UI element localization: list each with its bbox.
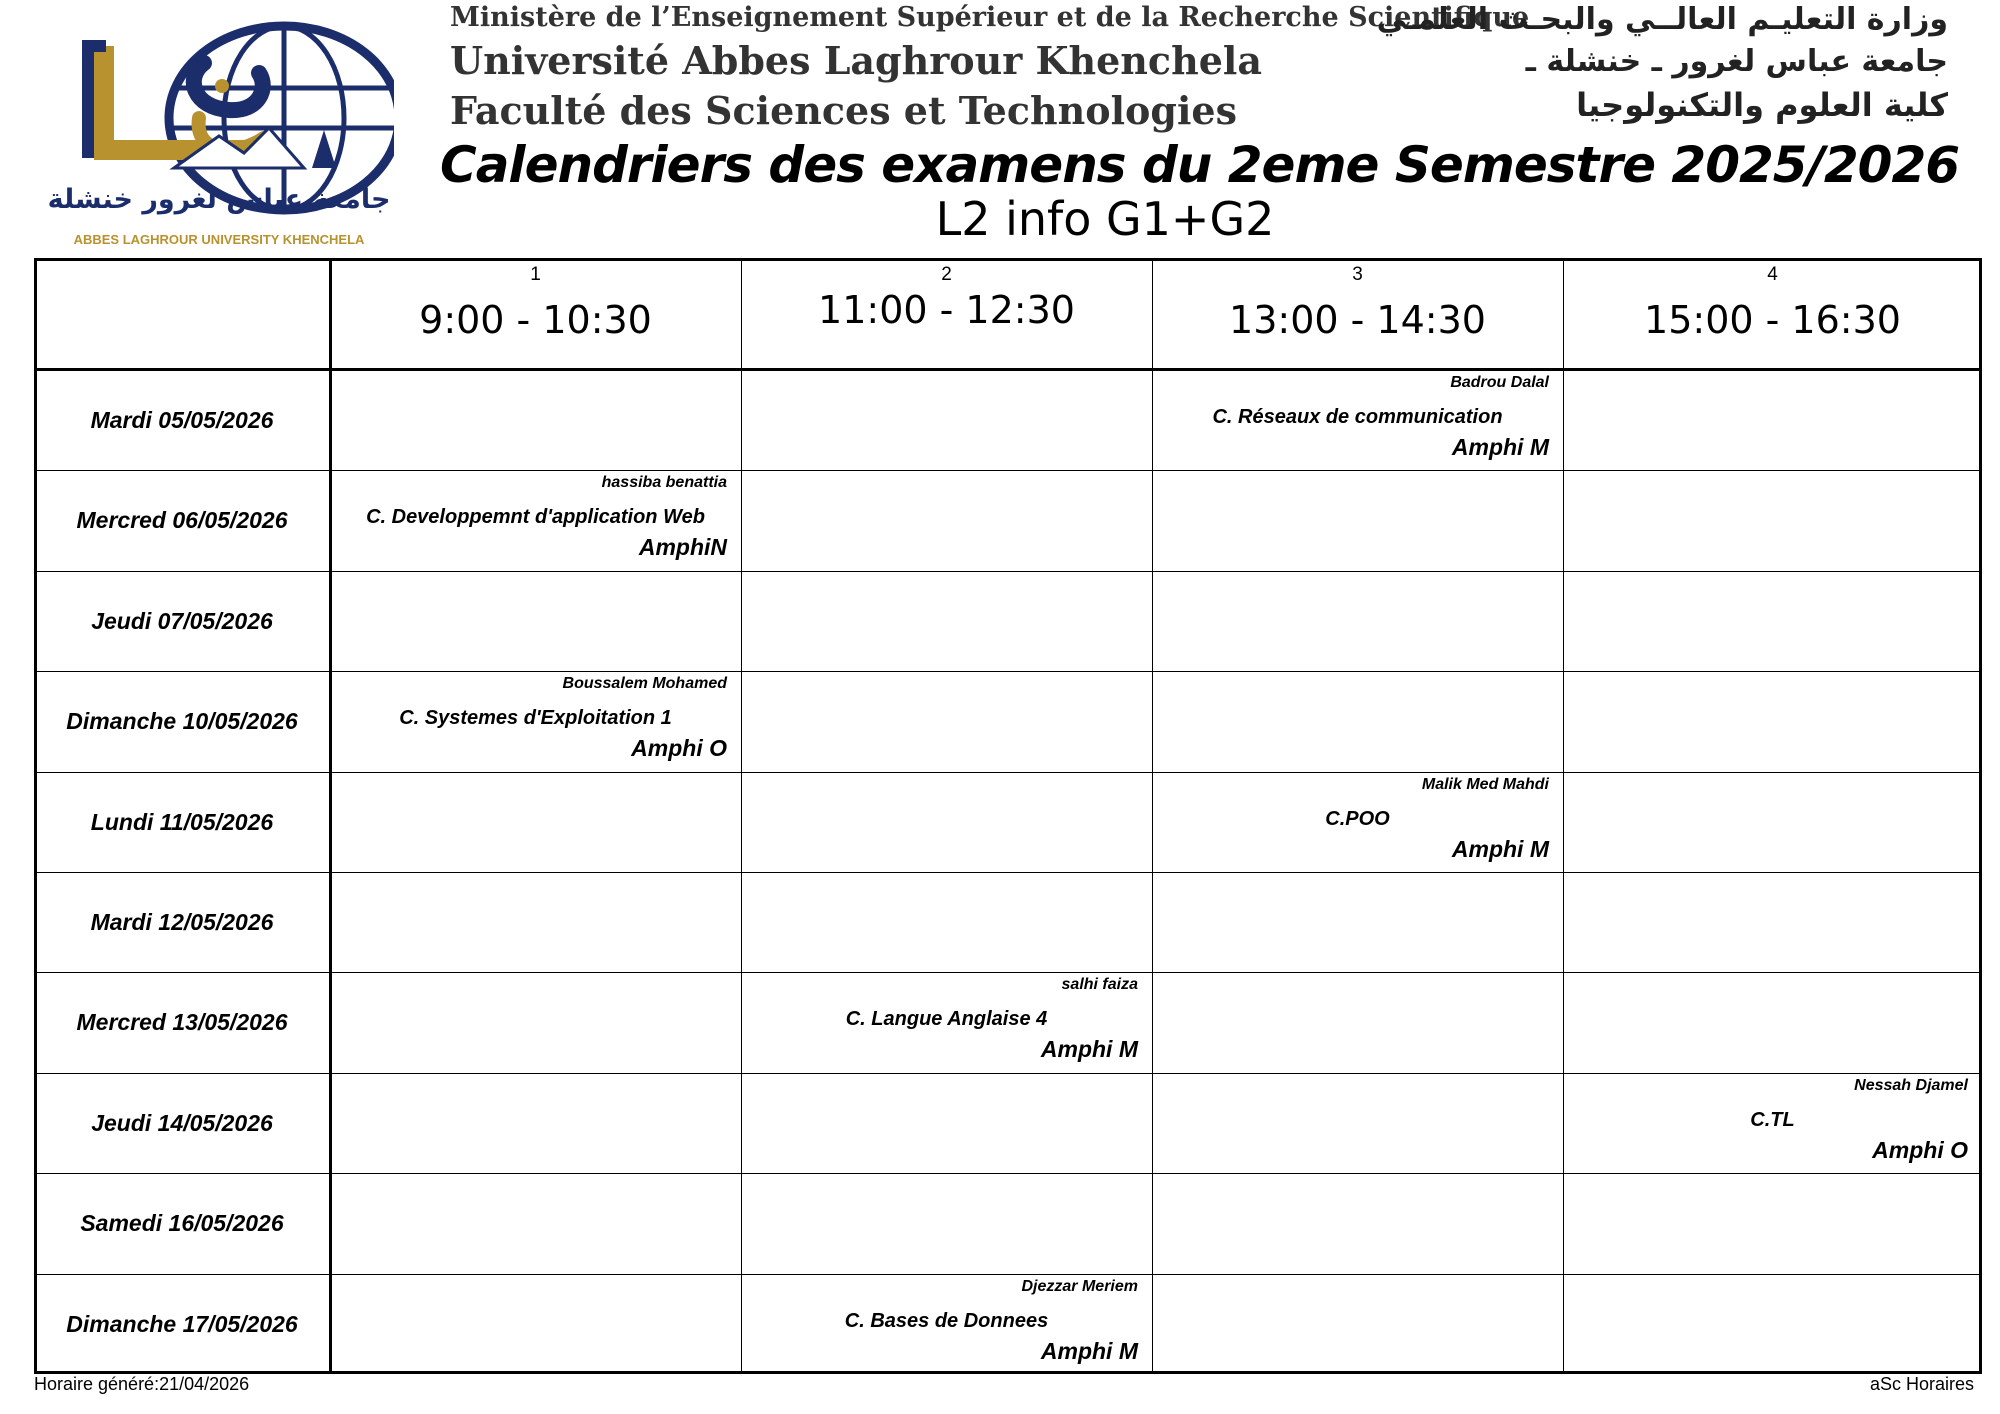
- page-title: Calendriers des examens du 2eme Semestre 2025/2026: [440, 136, 1960, 194]
- ministry-name-ar: وزارة التعليـم العالــي والبحـث العلمـي: [1376, 2, 1948, 37]
- slot-number: 3: [1352, 264, 1363, 285]
- slot-number: 4: [1767, 264, 1778, 285]
- day-label: Mercred 13/05/2026: [76, 1008, 288, 1035]
- logo-text-arabic: جامعة عباس لغرور خنشلة: [47, 184, 391, 215]
- slot-header: [1152, 258, 1563, 370]
- slot-column-separator: [741, 258, 742, 1374]
- exam-room: Amphi M: [1451, 836, 1549, 862]
- slot-header: [741, 258, 1152, 370]
- exam-subject: C. Réseaux de communication: [1212, 406, 1503, 428]
- exam-subject: C. Developpemnt d'application Web: [366, 506, 705, 528]
- exam-teacher: Nessah Djamel: [1854, 1077, 1968, 1094]
- slot-header: [330, 258, 741, 370]
- exam-subject: C. Bases de Donnees: [844, 1310, 1049, 1332]
- exam-room: Amphi M: [1451, 434, 1549, 460]
- exam-subject: C.TL: [1750, 1109, 1795, 1131]
- slot-time: 13:00 - 14:30: [1229, 298, 1486, 342]
- day-label: Mardi 05/05/2026: [90, 406, 274, 433]
- generated-date: Horaire généré:21/04/2026: [34, 1374, 250, 1394]
- day-label: Jeudi 14/05/2026: [91, 1109, 273, 1136]
- exam-subject: C.POO: [1325, 808, 1390, 830]
- slot-number: 1: [530, 264, 541, 285]
- slot-time: 15:00 - 16:30: [1644, 298, 1901, 342]
- exam-teacher: Badrou Dalal: [1450, 374, 1549, 391]
- exam-teacher: Djezzar Meriem: [1021, 1278, 1138, 1295]
- exam-teacher: Boussalem Mohamed: [562, 675, 727, 692]
- slot-number: 2: [941, 264, 952, 285]
- faculty-name-fr: Faculté des Sciences et Technologies: [450, 88, 1237, 133]
- day-label: Dimanche 10/05/2026: [66, 707, 298, 734]
- exam-entry: [741, 1274, 1152, 1374]
- logo-emblem-icon: [44, 18, 394, 250]
- grid-border-right: [1979, 258, 1982, 1374]
- exam-entry: [1563, 1073, 1982, 1173]
- exam-room: Amphi M: [1040, 1338, 1138, 1364]
- day-label: Lundi 11/05/2026: [90, 808, 274, 835]
- day-label: Samedi 16/05/2026: [80, 1209, 284, 1236]
- day-label: Mardi 12/05/2026: [90, 908, 274, 935]
- exam-entry: [330, 470, 741, 570]
- page-subtitle: L2 info G1+G2: [935, 192, 1275, 246]
- software-credit: aSc Horaires: [1869, 1374, 1974, 1394]
- day-label: Mercred 06/05/2026: [76, 506, 288, 533]
- exam-room: Amphi M: [1040, 1036, 1138, 1062]
- exam-teacher: salhi faiza: [1061, 976, 1138, 993]
- slot-column-separator: [1563, 258, 1564, 1374]
- exam-timetable: [34, 258, 1982, 1374]
- exam-entry: [330, 671, 741, 771]
- exam-teacher: hassiba benattia: [601, 474, 727, 491]
- exam-room: Amphi O: [1872, 1137, 1968, 1163]
- exam-entry: [741, 972, 1152, 1072]
- university-name-fr: Université Abbes Laghrour Khenchela: [450, 38, 1262, 83]
- university-name-ar: جامعة عباس لغرور ـ خنشلة ـ: [1525, 44, 1948, 79]
- exam-entry: [1152, 370, 1563, 470]
- day-label: Dimanche 17/05/2026: [66, 1310, 298, 1337]
- slot-header: [1563, 258, 1982, 370]
- exam-room: AmphiN: [638, 534, 727, 560]
- university-logo: [44, 18, 394, 250]
- ministry-name-fr: Ministère de l’Enseignement Supérieur et de la Recherche Scientifique: [450, 2, 1530, 33]
- exam-entry: [1152, 772, 1563, 872]
- day-label: Jeudi 07/05/2026: [91, 607, 273, 634]
- logo-text-english: ABBES LAGHROUR UNIVERSITY KHENCHELA: [73, 232, 365, 247]
- slot-time: 9:00 - 10:30: [419, 298, 652, 342]
- faculty-name-ar: كلية العلوم والتكنولوجيا: [1576, 86, 1948, 124]
- exam-room: Amphi O: [631, 735, 727, 761]
- exam-teacher: Malik Med Mahdi: [1421, 776, 1549, 793]
- exam-subject: C. Langue Anglaise 4: [845, 1008, 1048, 1030]
- exam-subject: C. Systemes d'Exploitation 1: [399, 707, 672, 729]
- slot-time: 11:00 - 12:30: [818, 288, 1075, 332]
